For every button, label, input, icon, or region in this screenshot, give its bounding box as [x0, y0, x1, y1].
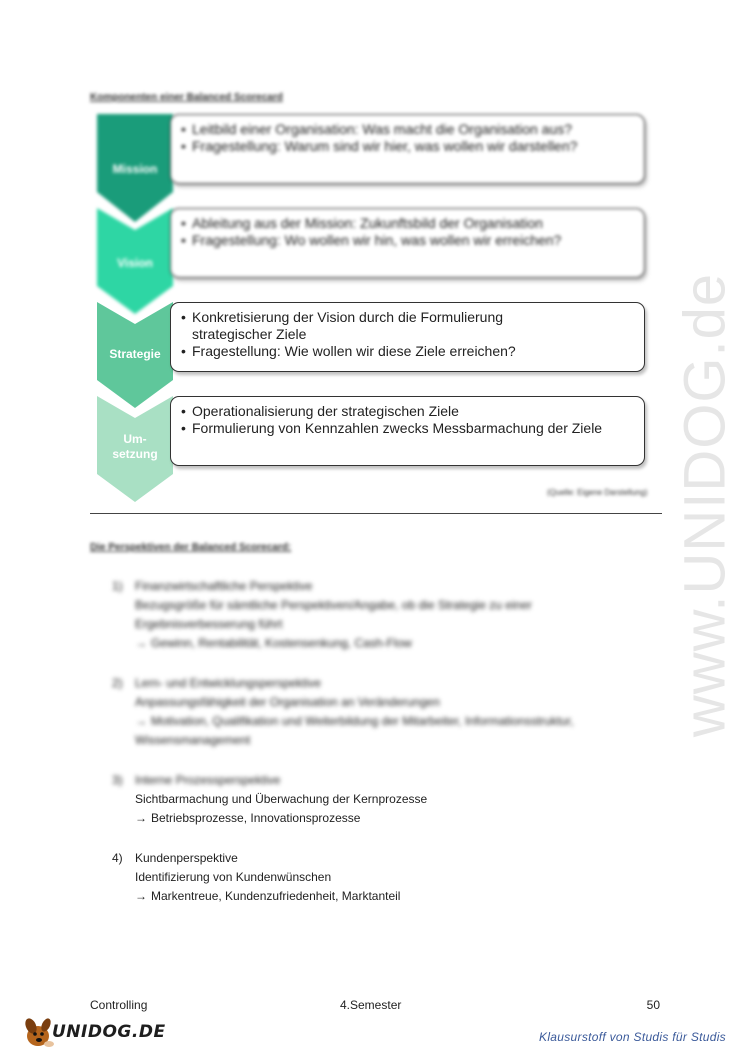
footer-semester: 4.Semester	[340, 998, 402, 1012]
item-arrow-line	[135, 712, 574, 731]
item-arrow-text: Betriebsprozesse, Innovationsprozesse	[151, 811, 361, 825]
description-box	[170, 114, 645, 184]
footer-course: Controlling	[90, 998, 148, 1012]
item-number: 4)	[112, 851, 123, 865]
footer-tagline: Klausurstoff von Studis für Studis	[539, 1030, 726, 1044]
bullet: • Formulierung von Kennzahlen zwecks Messbarmachung der Ziele	[181, 420, 634, 437]
item-line: Identifizierung von Kundenwünschen	[135, 870, 332, 884]
item-arrow-line	[135, 887, 400, 906]
item-number: 3)	[112, 773, 123, 787]
item-line: Anpassungsfähigkeit der Organisation an Veränderungen	[135, 695, 440, 709]
item-arrow-text: Gewinn, Rentabilität, Kostensenkung, Cash-Flow	[151, 636, 412, 650]
bullet: • Fragestellung: Wie wollen wir diese Ziele erreichen?	[181, 343, 634, 360]
item-arrow-text: Motivation, Qualifikation und Weiterbildung der Mitarbeiter, Informationsstruktur,	[151, 714, 574, 728]
bullet: • Ableitung aus der Mission: Zukunftsbild der Organisation	[181, 215, 634, 232]
description-box	[170, 302, 645, 372]
item-title: Lern- und Entwicklungsperspektive	[135, 676, 322, 690]
item-arrow-line	[135, 634, 532, 653]
chevron-umsetzung	[97, 396, 173, 506]
item-line: Wissensmanagement	[135, 733, 251, 747]
diagram-source: (Quelle: Eigene Darstellung)	[547, 488, 648, 497]
item-title: Kundenperspektive	[135, 851, 238, 865]
item-title: Interne Prozessperspektive	[135, 773, 281, 787]
perspective-item-4	[112, 849, 400, 906]
logo-text: UNIDOG.DE	[52, 1022, 166, 1042]
arrow-right-icon: →	[135, 889, 147, 903]
item-arrow-text: Markentreue, Kundenzufriedenheit, Marktanteil	[151, 889, 401, 903]
bullet: • Leitbild einer Organisation: Was macht die Organisation aus?	[181, 121, 634, 138]
bullet: • Fragestellung: Warum sind wir hier, was wollen wir darstellen?	[181, 138, 634, 155]
description-box	[170, 396, 645, 466]
item-number: 2)	[112, 676, 123, 690]
item-line: Ergebnisverbesserung führt	[135, 617, 283, 631]
description-box	[170, 208, 645, 278]
chevron-label: Vision	[117, 256, 153, 270]
bullet: • Fragestellung: Wo wollen wir hin, was wollen wir erreichen?	[181, 232, 634, 249]
bullet: • Konkretisierung der Vision durch die Formulierung strategischer Ziele	[181, 309, 634, 343]
page-number: 50	[646, 998, 660, 1012]
diagram-heading: Komponenten einer Balanced Scorecard	[90, 92, 283, 103]
arrow-right-icon: →	[135, 714, 147, 728]
item-number: 1)	[112, 579, 123, 593]
perspective-item-1	[112, 577, 532, 653]
perspectives-heading: Die Perspektiven der Balanced Scorecard:	[90, 542, 292, 553]
item-arrow-line	[135, 809, 427, 828]
arrow-right-icon: →	[135, 811, 147, 825]
perspective-item-2	[112, 674, 574, 750]
item-title: Finanzwirtschaftliche Perspektive	[135, 579, 313, 593]
watermark-text: www.UNIDOG.de	[672, 272, 738, 738]
section-divider	[90, 513, 662, 514]
bullet: • Operationalisierung der strategischen Ziele	[181, 403, 634, 420]
watermark	[665, 270, 745, 740]
arrow-right-icon: →	[135, 636, 147, 650]
perspective-item-3	[112, 771, 427, 828]
unidog-logo	[22, 1014, 166, 1050]
item-line: Sichtbarmachung und Überwachung der Kernprozesse	[135, 792, 428, 806]
item-line: Bezugsgröße für sämtliche Perspektiven/Angabe, ob die Strategie zu einer	[135, 598, 532, 612]
chevron-label: Um- setzung	[112, 432, 158, 461]
chevron-label: Strategie	[109, 347, 161, 361]
chevron-label: Mission	[112, 162, 158, 176]
